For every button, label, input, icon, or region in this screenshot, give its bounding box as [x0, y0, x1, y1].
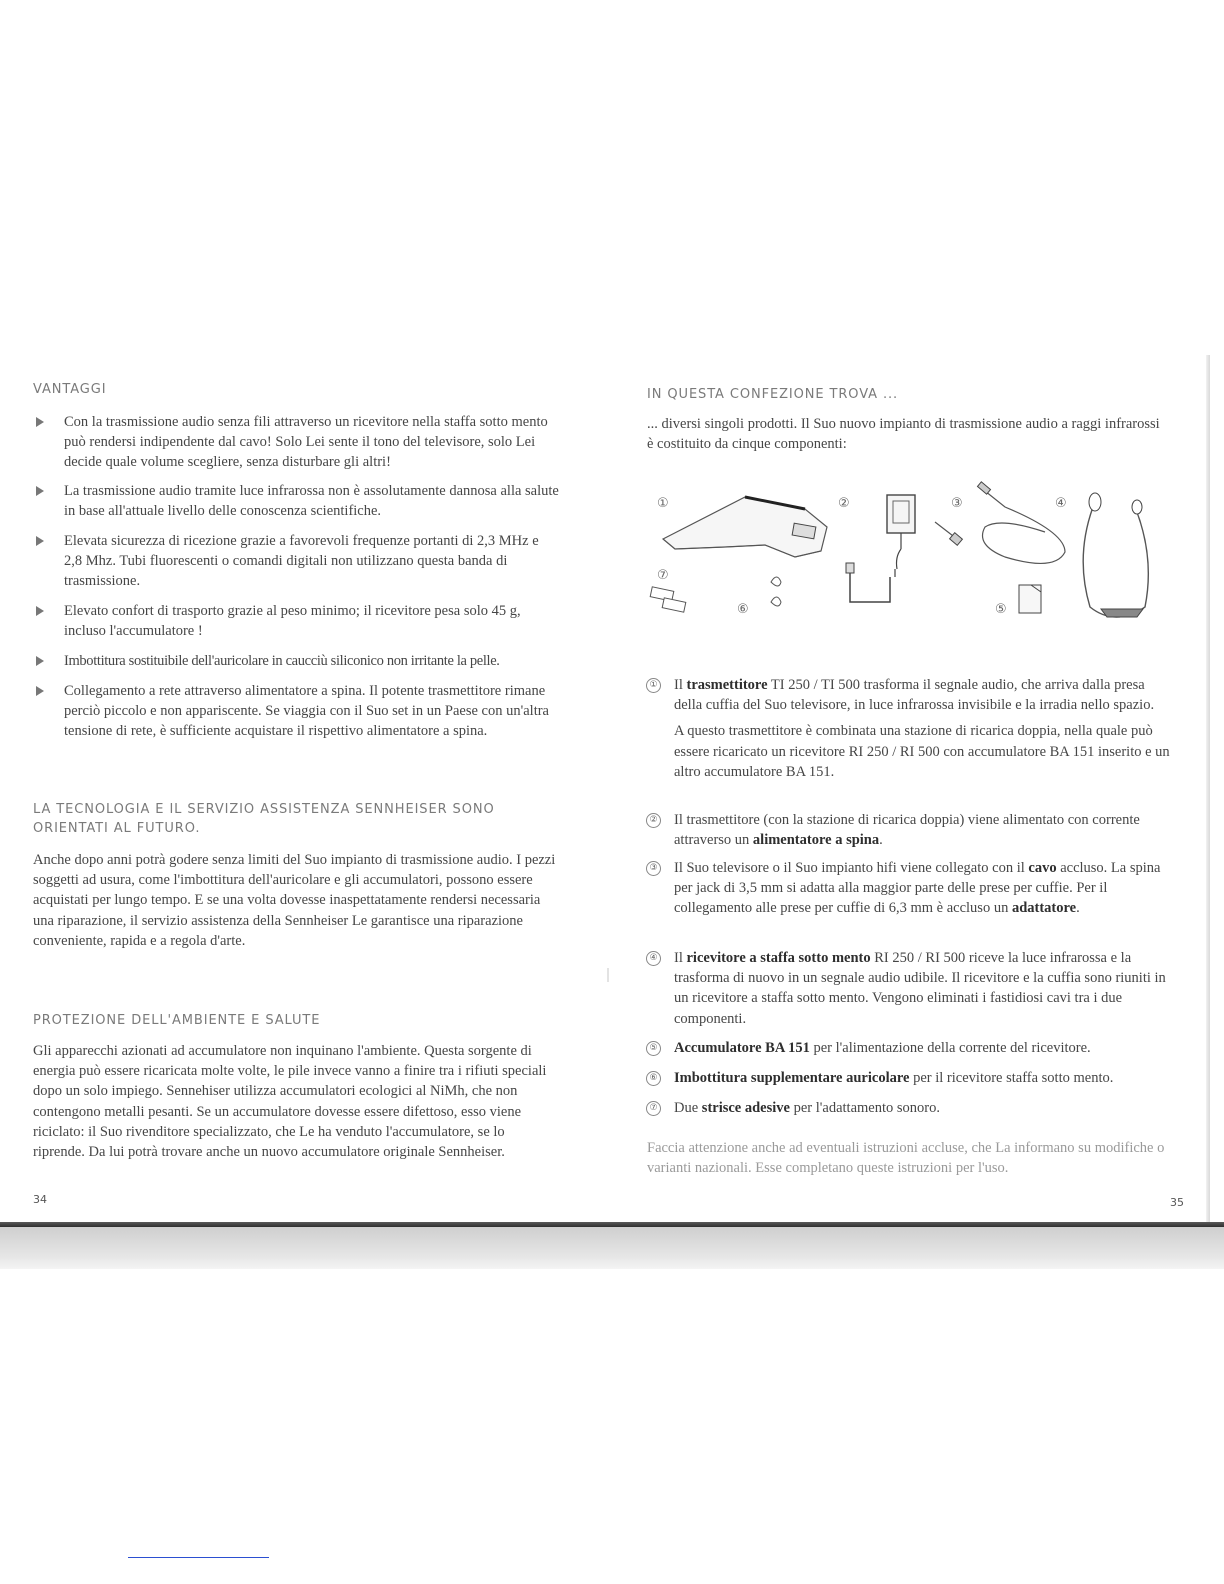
confezione-intro: ... diversi singoli prodotti. Il Suo nuovo impianto di trasmissione audio a raggi infrarossi è costituito da cinque componenti: — [647, 416, 1160, 453]
note-paragraph: Faccia attenzione anche ad eventuali istruzioni accluse, che La informano su modifiche o varianti nazionali. Esse completano queste istruzioni per l'uso. — [647, 1140, 1165, 1177]
component-item-1-extra: A questo trasmettitore è combinata una stazione di ricarica doppia, nella quale può essere ricaricato un ricevitore RI 250 / RI 500 con accumulatore BA 151 inserito e un altro accumulatore BA 151. — [674, 723, 1170, 780]
illustration-label-4: ④ — [1055, 496, 1067, 511]
tecnologia-heading: LA TECNOLOGIA E IL SERVIZIO ASSISTENZA SENNHEISER SONO ORIENTATI AL FUTURO. — [33, 802, 495, 836]
component-item-1: ① Il trasmettitore TI 250 / TI 500 trasforma il segnale audio, che arriva dalla presa della cuffia del Suo televisore, in luce infrarossa invisibile e la irradia nello spazio. A questo trasmettitore è combinata una stazione di ricarica doppia, nella quale può essere ricaricato un ricevitore RI 250 / RI 500 con accumulatore BA 151 inserito e un altro accumulatore BA 151. — [674, 675, 1174, 782]
illustration-label-7: ⑦ — [657, 568, 669, 583]
transmitter-illustration — [663, 497, 827, 557]
component-item-5: ⑤ Accumulatore BA 151 per l'alimentazione della corrente del ricevitore. — [674, 1038, 1184, 1058]
adhesive-strips-illustration — [650, 587, 686, 612]
bullet-arrow-icon — [36, 686, 44, 696]
illustration-label-3: ③ — [951, 496, 963, 511]
page-number-right: 35 — [1170, 1196, 1184, 1209]
bullet-arrow-icon — [36, 536, 44, 546]
adapter-illustration — [846, 495, 915, 602]
component-item-4: ④ Il ricevitore a staffa sotto mento RI 250 / RI 500 riceve la luce infrarossa e la trasforma di nuovo in un segnale audio udibile. Il ricevitore e la cuffia sono riuniti in un ricevitore a staffa sotto mento. Vengono eliminati i fastidiosi cavi tra i due componenti. — [674, 948, 1174, 1029]
bullet-arrow-icon — [36, 417, 44, 427]
bullet-arrow-icon — [36, 606, 44, 616]
component-item-7: ⑦ Due strisce adesive per l'adattamento sonoro. — [674, 1098, 1184, 1118]
earpad-illustration — [771, 577, 781, 606]
vantaggi-bullet-2: La trasmissione audio tramite luce infrarossa non è assolutamente dannosa alla salute in base all'attuale livello delle conoscenza scientifiche. — [64, 481, 560, 521]
cable-illustration — [935, 482, 1065, 564]
component-item-3: ③ Il Suo televisore o il Suo impianto hifi viene collegato con il cavo accluso. La spina per jack di 3,5 mm si adatta alla maggior parte delle prese per cuffie. Per il collegamento alle prese per cuffie di 6,3 mm è accluso un adattatore. — [674, 858, 1174, 919]
item-number: ⑦ — [646, 1101, 661, 1116]
item-number: ⑤ — [646, 1041, 661, 1056]
vantaggi-heading: VANTAGGI — [33, 382, 107, 397]
ambiente-paragraph: Gli apparecchi azionati ad accumulatore non inquinano l'ambiente. Questa sorgente di energia può essere ricaricata molte volte, le pile invece vanno a finire tra i rifiuti speciali dopo un solo impiego. Sennehiser utilizza accumulatori ecologici al NiMh, che non contengono metalli pesanti. Se un accumulatore dovesse essere difettoso, esso viene riciclato: il Suo rivenditore specializzato, che Le ha venduto l'accumulatore, se lo riprende. Da lui potrà trovare anche un nuovo accumulatore originale Sennheiser. — [33, 1043, 547, 1161]
components-illustration — [645, 477, 1165, 657]
illustration-label-6: ⑥ — [737, 602, 749, 617]
item-number: ① — [646, 678, 661, 693]
item-number: ③ — [646, 861, 661, 876]
left-page — [0, 0, 612, 1252]
bullet-arrow-icon — [36, 486, 44, 496]
item-number: ② — [646, 813, 661, 828]
page-number-left: 34 — [33, 1193, 47, 1206]
item-number: ④ — [646, 951, 661, 966]
ambiente-heading: PROTEZIONE DELL'AMBIENTE E SALUTE — [33, 1013, 321, 1028]
tecnologia-paragraph: Anche dopo anni potrà godere senza limiti del Suo impianto di trasmissione audio. I pezzi soggetti ad usura, come l'imbottitura dell'auricolare e gli accumulatori, possono essere acquistati per lungo tempo. E se una volta dovesse inaspettatamente rendersi necessaria una riparazione, il servizio assistenza della Sennheiser Le garantisce una riparazione conveniente, rapida e a regola d'arte. — [33, 852, 556, 949]
illustration-label-1: ① — [657, 496, 669, 511]
scan-bottom-band — [0, 1227, 1224, 1269]
component-item-6: ⑥ Imbottitura supplementare auricolare per il ricevitore staffa sotto mento. — [674, 1068, 1184, 1088]
battery-illustration — [1019, 585, 1041, 613]
bullet-arrow-icon — [36, 656, 44, 666]
illustration-label-2: ② — [838, 496, 850, 511]
component-item-2: ② Il trasmettitore (con la stazione di ricarica doppia) viene alimentato con corrente attraverso un alimentatore a spina. — [674, 810, 1174, 850]
vantaggi-bullet-3: Elevata sicurezza di ricezione grazie a favorevoli frequenze portanti di 2,3 MHz e 2,8 Mhz. Tubi fluorescenti o comandi digitali non utilizzano questa banda di trasmissione. — [64, 531, 554, 592]
vantaggi-bullet-4: Elevato confort di trasporto grazie al peso minimo; il ricevitore pesa solo 45 g, incluso l'accumulatore ! — [64, 601, 560, 641]
vantaggi-bullet-6: Collegamento a rete attraverso alimentatore a spina. Il potente trasmettitore rimane perciò piccolo e non appariscente. Se viaggia con il Suo set in un Paese con un'altra tensione di rete, è sufficiente acquistare il rispettivo alimentatore a spina. — [64, 681, 564, 742]
confezione-heading: IN QUESTA CONFEZIONE TROVA ... — [647, 387, 899, 402]
item-number: ⑥ — [646, 1071, 661, 1086]
page-edge-shadow — [1206, 355, 1210, 1235]
footer-link-underline — [128, 1557, 269, 1558]
illustration-label-5: ⑤ — [995, 602, 1007, 617]
vantaggi-bullet-5: Imbottitura sostituibile dell'auricolare in caucciù siliconico non irritante la pelle. — [64, 651, 564, 671]
vantaggi-bullet-1: Con la trasmissione audio senza fili attraverso un ricevitore nella staffa sotto mento può rendersi indipendente dal cavo! Solo Lei sente il tono del televisore, solo Lei decide quale volume scegliere, senza disturbare gli altri! — [64, 412, 554, 473]
receiver-illustration — [1083, 493, 1148, 617]
gutter-mark — [607, 968, 609, 982]
